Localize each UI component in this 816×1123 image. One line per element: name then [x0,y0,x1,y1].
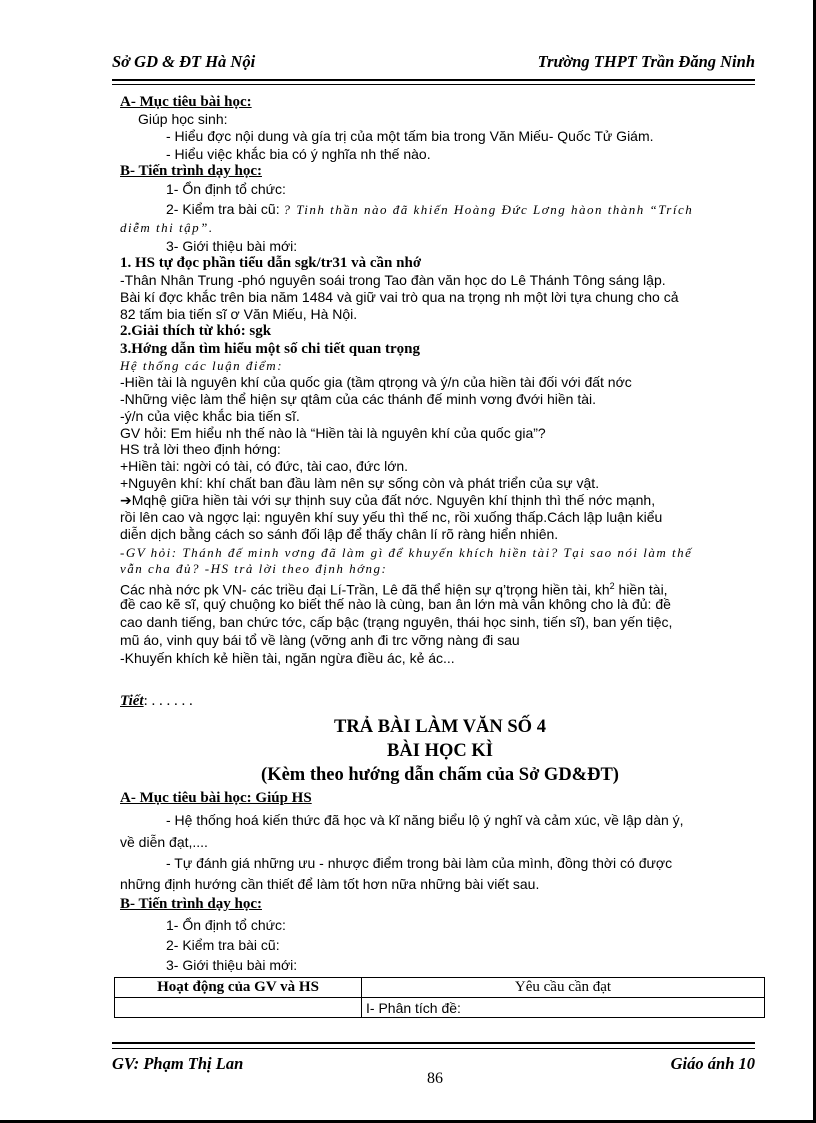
text-span: Các nhà nớc pk VN- các triều đại Lí-Trần, Lê đã thể hiện sự q’trọng hiền tài, kh [120,581,610,598]
text-line: 3- Giới thiệu bài mới: [166,957,298,973]
text-line: diễn dịch bằng cách so sánh đối lập để thấy chân lí rõ ràng hiển nhiên. [120,526,559,542]
table-cell [115,998,362,1018]
table-cell: I- Phân tích đề: [362,998,765,1018]
section-heading: 2.Giải thích từ khó: sgk [120,323,272,339]
footer-right: Giáo ánh 10 [670,1054,755,1073]
text-line: GV hỏi: Em hiểu nh thế nào là “Hiền tài là nguyên khí của quốc gia”? [120,425,546,441]
heading-b: B- Tiến trình dạy học: [120,896,262,912]
text-line: -ý/n của việc khắc bia tiến sĩ. [120,408,300,424]
text-line: 1- Ổn định tổ chức: [166,181,286,197]
text-line: về diễn đạt,.... [120,834,208,850]
text-line: - Tự đánh giá những ưu - nhược điểm trong bài làm của mình, đồng thời có được [166,855,673,871]
header-rule-thick [112,79,755,81]
text-line: 82 tấm bia tiến sĩ ơ Văn Miếu, Hà Nội. [120,306,358,322]
text-line: cao danh tiếng, ban chức tớc, cấp bậc (trạng nguyên, thái học sinh, tiến sĩ), ban yến tiệc, [120,614,673,630]
page-title: TRẢ BÀI LÀM VĂN SỐ 4 [334,717,546,737]
text-span: : . . . . . . [143,693,193,709]
text-line: rồi lên cao và ngợc lại: nguyên khí suy yếu thì thế nc, rồi xuống thấp.Cách lập luận kiểu [120,509,663,525]
text-line: -Khuyến khích kẻ hiền tài, ngăn ngừa điều ác, kẻ ác... [120,650,455,666]
text-sup: 2 [609,581,615,591]
heading-a: A- Mục tiêu bài học: Giúp HS [120,790,312,806]
text-span: hiền tài, [614,581,668,598]
heading-a: A- Mục tiêu bài học: [120,94,252,110]
lesson-label [120,693,193,709]
text-line [120,492,655,508]
page-number: 86 [427,1070,443,1087]
text-line: vẫn cha đủ? -HS trả lời theo định hớng: [120,561,388,576]
footer-rule-thick [112,1042,755,1044]
text-line: +Hiền tài: ngời có tài, có đức, tài cao, đức lớn. [120,458,409,474]
text-line: 2- Kiểm tra bài cũ: [166,937,280,953]
text-line: -Những việc làm thể hiện sự qtâm của các thánh đế minh vơng đvới hiền tài. [120,391,597,407]
text-line: những định hướng cần thiết để làm tốt hơn nữa những bài viết sau. [120,876,540,892]
table-header-cell: Yêu cầu cần đạt [362,978,765,998]
text-line: 3- Giới thiệu bài mới: [166,238,298,254]
header-rule-thin [112,84,755,85]
right-arrow-icon: ➔ [120,492,132,508]
text-line: Hệ thống các luận điểm: [120,358,284,373]
page-subtitle: (Kèm theo hướng dẫn chấm của Sở GD&ĐT) [261,765,619,785]
table-header-row [115,978,765,998]
page-header [112,52,755,74]
text-line: -Hiền tài là nguyên khí của quốc gia (tầm qtrọng và ý/n của hiền tài đối với đất nớc [120,374,632,390]
footer-left: GV: Phạm Thị Lan [112,1054,244,1073]
text-line: đề cao kẽ sĩ, quý chuộng ko biết thế nào là cùng, ban ân lớn mà vẫn không cho là đủ: đề [120,596,671,612]
section-heading: 1. HS tự đọc phần tiểu dẫn sgk/tr31 và cần nhớ [120,255,422,271]
text-span: Tiết [120,693,144,709]
header-left: Sở GD & ĐT Hà Nội [112,52,256,71]
text-line: 1- Ổn định tổ chức: [166,917,286,933]
text-line: Bài kí đợc khắc trên bia năm 1484 và giữ vai trò qua na trọng nh một lời tựa chung cho cả [120,289,679,305]
header-right: Trường THPT Trần Đăng Ninh [537,52,755,71]
section-heading: 3.Hớng dẫn tìm hiểu một số chi tiết quan trọng [120,341,420,357]
text-line: diễm thi tập”. [120,220,214,235]
text-line: +Nguyên khí: khí chất ban đầu làm nên sự sống còn và phát triển của sự vật. [120,475,600,491]
page-subtitle: BÀI HỌC KÌ [387,741,493,761]
text-span: 2- Kiểm tra bài cũ: [166,201,284,217]
text-line: HS trả lời theo định hớng: [120,441,281,457]
footer-rule-thin [112,1048,755,1049]
table-header-cell: Hoạt động của GV và HS [115,978,362,998]
text-line: -GV hỏi: Thánh đế minh vơng đã làm gì để khuyến khích hiền tài? Tại sao nói làm thế [120,545,693,560]
text-line: - Hiểu việc khắc bia có ý nghĩa nh thế nào. [166,146,431,162]
text-line: - Hệ thống hoá kiến thức đã học và kĩ năng biểu lộ ý nghĩ và cảm xúc, về lập dàn ý, [166,812,684,828]
table-row [115,998,765,1018]
text-line [120,578,668,598]
lesson-table [114,977,765,1018]
text-line: - Hiểu đợc nội dung và gía trị của một tấm bia trong Văn Miếu- Quốc Tử Giám. [166,128,654,144]
text-line: mũ áo, vinh quy bái tổ về làng (vỡng anh đi trc vỡng nàng đi sau [120,632,520,648]
text-line: Giúp học sinh: [138,111,228,127]
text-line [166,201,693,218]
text-span: ? Tinh thần nào đã khiến Hoàng Đức Lơng hàon thành “Trích [283,202,694,217]
heading-b: B- Tiến trình dạy học: [120,163,262,179]
text-span: Mqhệ giữa hiền tài với sự thịnh suy của đất nớc. Nguyên khí thịnh thì thế nớc mạnh, [131,492,656,508]
text-line: -Thân Nhân Trung -phó nguyên soái trong Tao đàn văn học do Lê Thánh Tông sáng lập. [120,272,666,288]
